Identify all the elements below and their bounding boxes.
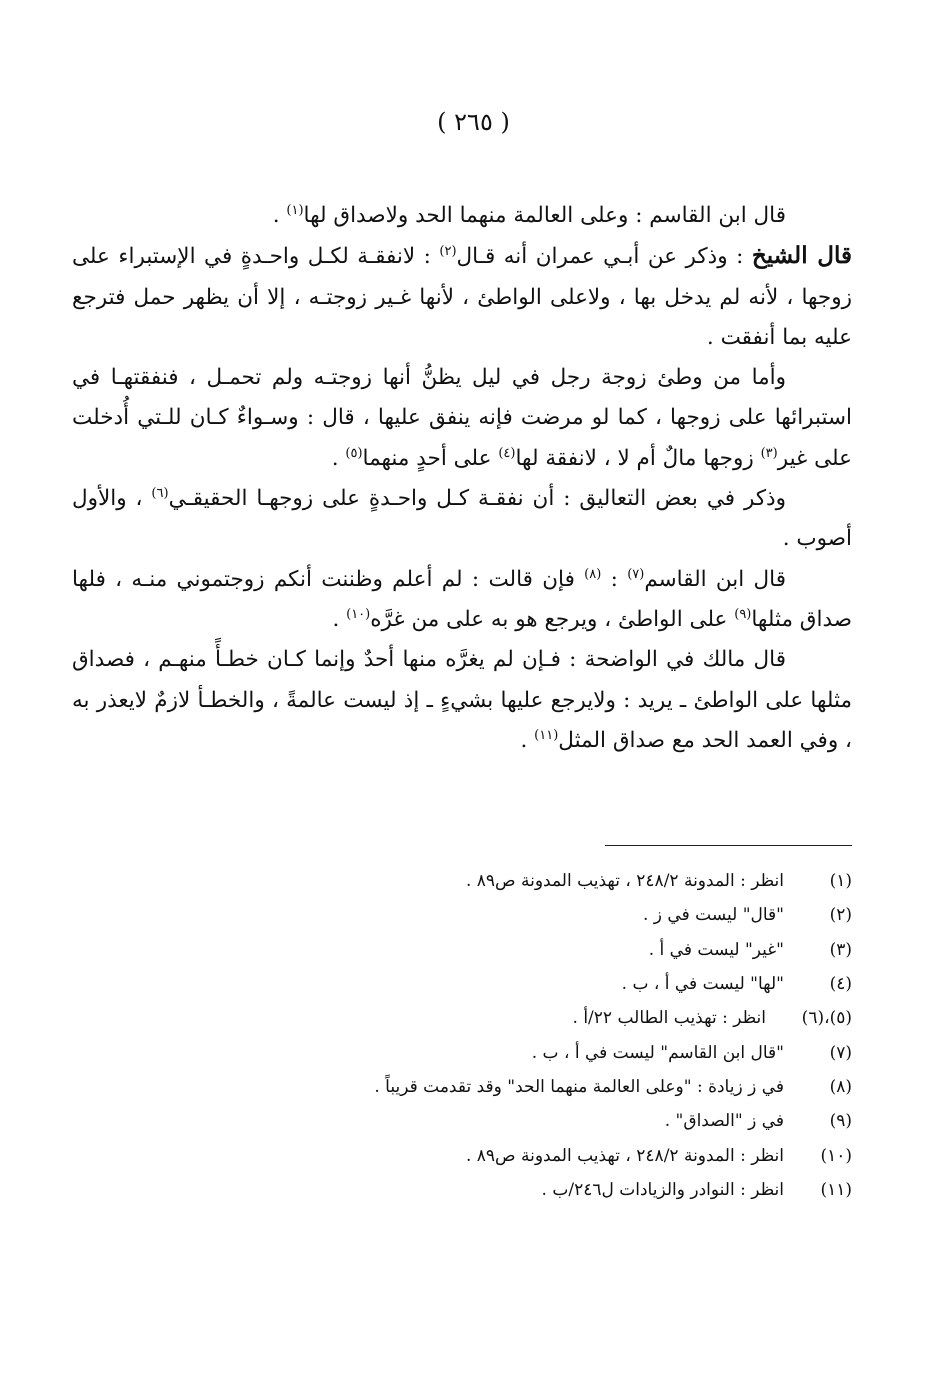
text-run: قال مالك في الواضحة : فـإن لم يغرَّه منها أحدٌ وإنما كـان خطـأً منهـم ، فصداق مثلها على الواطئ ـ يريد : ولايرجع عليها بشيءٍ ـ إذ ليست عالمةً ، والخطـأ لازمٌ لايعذر به ، وفي العمد الحد مع صداق المثل (72, 647, 852, 753)
text-run: : (601, 566, 628, 592)
main-text (72, 196, 852, 761)
text-run: على أحدٍ منهما (362, 445, 499, 471)
footnote-number: (١) (829, 871, 852, 892)
paragraph (72, 196, 852, 236)
footnote-number: (٤) (829, 974, 852, 995)
footnotes (72, 864, 852, 1207)
footnote (72, 1035, 852, 1069)
footnote-text: انظر : النوادر والزيادات ل٢٤٦/ب . (541, 1179, 784, 1200)
text-run: : وذكر عن أبـي عمران أنه قـال (456, 244, 752, 270)
footnote-marker: (٥) (345, 445, 363, 461)
footnote-text: "غير" ليست في أ . (648, 939, 784, 960)
footnote (72, 898, 852, 932)
footnote-marker: (٢) (439, 244, 457, 260)
footnote (72, 864, 852, 898)
footnote (72, 967, 852, 1001)
footnote-marker: (٣) (760, 445, 778, 461)
text-run: قال ابن القاسم (644, 566, 786, 592)
paragraph (72, 640, 852, 761)
paragraph (72, 358, 852, 479)
lead-heading: قال الشيخ (751, 242, 852, 270)
footnote (72, 1070, 852, 1104)
footnote-marker: (٩) (734, 606, 752, 622)
paragraph (72, 236, 852, 358)
paragraph (72, 560, 852, 641)
page-number: ( ٢٦٥ ) (437, 108, 510, 136)
footnote-text: انظر : تهذيب الطالب ٢٢/أ . (572, 1008, 766, 1029)
text-run: على الواطئ ، ويرجع هو به على من غرَّه (370, 606, 735, 632)
footnote-text: في ز زيادة : "وعلى العالمة منهما الحد" وقد تقدمت قريباً . (374, 1076, 784, 1097)
text-run: وأما من وطئ زوجة رجل في ليل يظنُّ أنها زوجتـه ولم تحمـل ، فنفقتهـا في استبرائها على زوجها ، كما لو مرضت فإنه ينفق عليها ، قال : وسـواءٌ كـان للـتي أُدخلت على غير (72, 365, 852, 471)
footnote-marker: (١١) (534, 727, 559, 743)
footnote-number: (١٠) (820, 1145, 852, 1166)
footnote-text: انظر : المدونة ٢٤٨/٢ ، تهذيب المدونة ص٨٩ . (465, 1145, 784, 1166)
footnote-marker: (٨) (584, 566, 602, 582)
footnote-marker: (٦) (151, 485, 169, 501)
text-run: . (331, 445, 346, 471)
text-run: . (272, 203, 287, 228)
text-run: قال ابن القاسم : وعلى العالمة منهما الحد ولاصداق لها (303, 203, 786, 228)
footnote (72, 1001, 852, 1035)
footnote (72, 933, 852, 967)
text-run: : لانفقـة لكـل واحـدةٍ في الإستبراء على زوجها ، لأنه لم يدخل بها ، ولاعلى الواطئ ، لأنها غـير زوجتـه ، إلا أن يظهر حمل فترجع عليه بما أنفقت . (72, 244, 852, 350)
text-run: ، والأول أصوب . (72, 486, 852, 552)
footnote-marker: (٤) (498, 445, 516, 461)
footnote-text: "لها" ليست في أ ، ب . (621, 974, 784, 995)
footnote-number: (٧) (829, 1042, 852, 1063)
footnote (72, 1104, 852, 1138)
footnote (72, 1173, 852, 1207)
footnote-number: (٥)،(٦) (801, 1008, 852, 1029)
footnote-number: (٩) (829, 1111, 852, 1132)
footnote-marker: (١٠) (346, 606, 371, 622)
text-run: زوجها مالٌ أم لا ، لانفقة لها (515, 445, 761, 471)
footnote-text: في ز "الصداق" . (664, 1111, 784, 1132)
footnote (72, 1138, 852, 1172)
text-run: . (520, 727, 535, 753)
paragraph (72, 479, 852, 560)
footnote-number: (٢) (829, 905, 852, 926)
text-run: . (332, 606, 347, 632)
footnote-marker: (٧) (627, 566, 645, 582)
footnote-divider (605, 845, 852, 846)
footnote-text: انظر : المدونة ٢٤٨/٢ ، تهذيب المدونة ص٨٩ . (465, 871, 784, 892)
text-run: وذكر في بعض التعاليق : أن نفقـة كـل واحـدةٍ على زوجهـا الحقيقـي (168, 486, 787, 512)
text-run: فإن قالت : لم أعلم وظننت أنكم زوجتموني منـه ، فلها صداق مثلها (72, 566, 852, 632)
footnote-number: (١١) (820, 1179, 852, 1200)
footnote-marker: (١) (286, 202, 304, 218)
footnote-text: "قال ابن القاسم" ليست في أ ، ب . (531, 1042, 784, 1063)
footnote-text: "قال" ليست في ز . (643, 905, 784, 926)
footnote-number: (٨) (829, 1076, 852, 1097)
footnote-number: (٣) (829, 939, 852, 960)
